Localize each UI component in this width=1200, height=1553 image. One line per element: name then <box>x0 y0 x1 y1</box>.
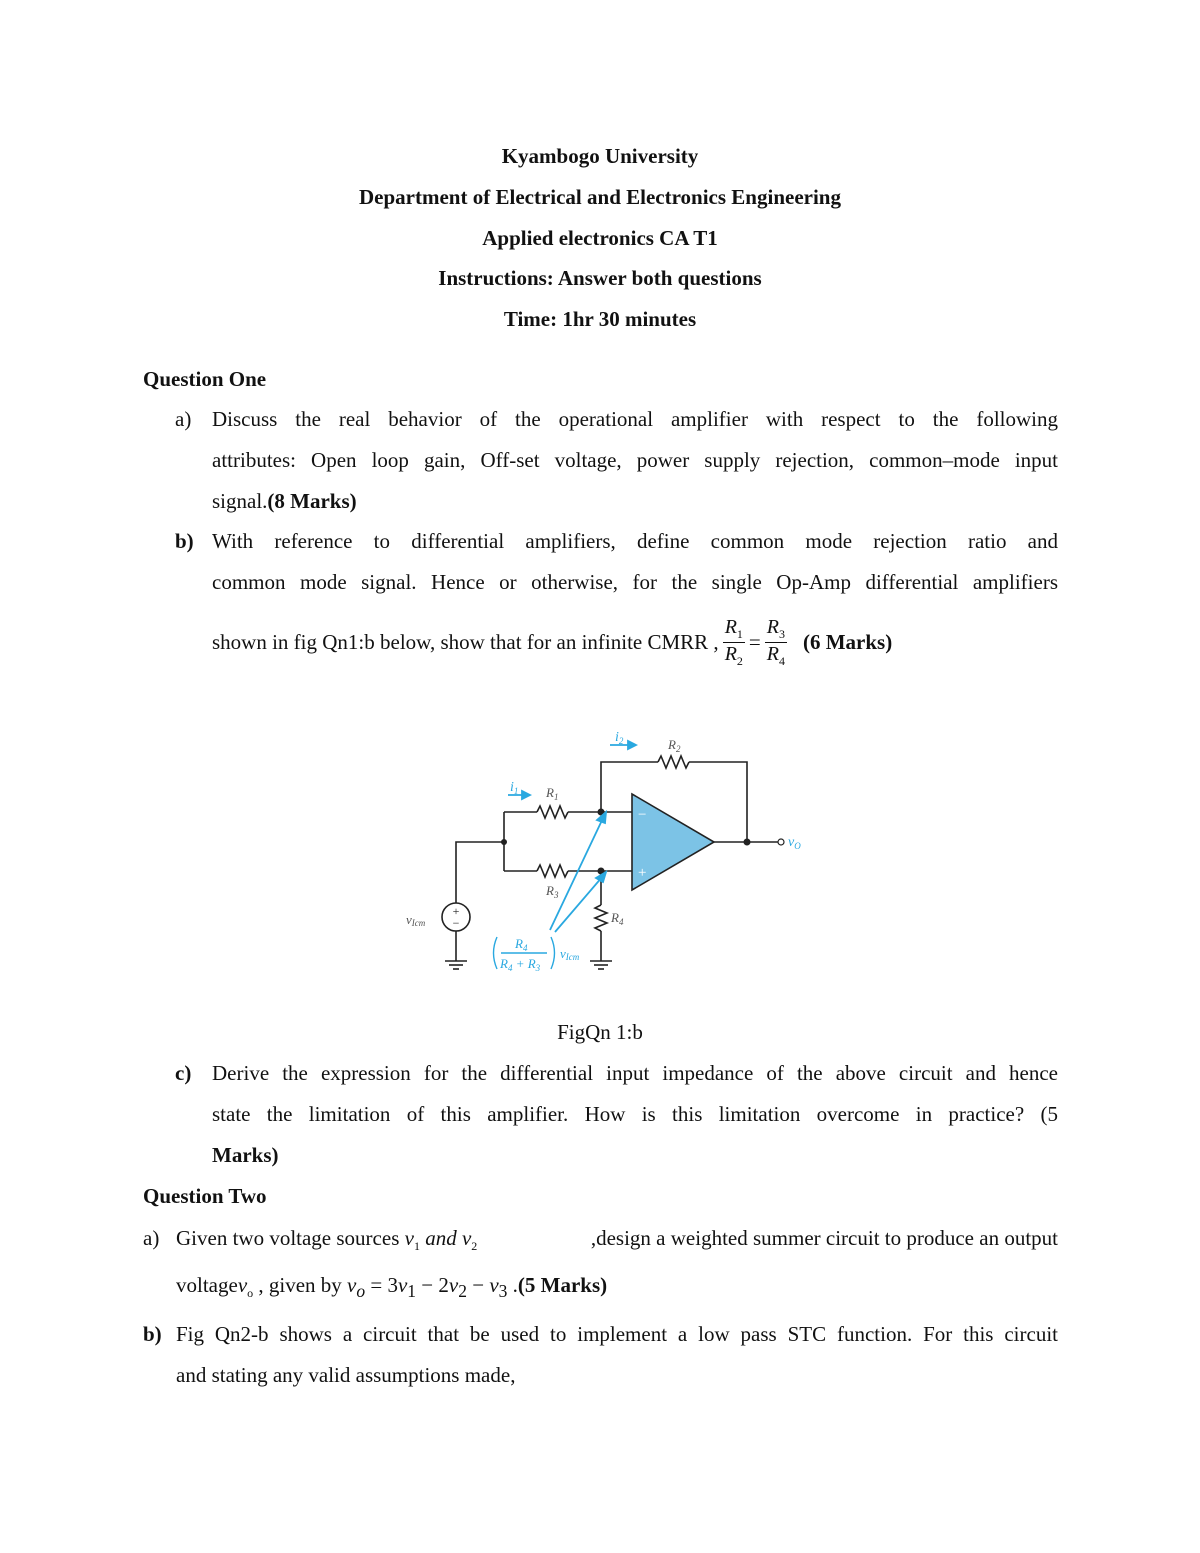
resistor-r3 <box>537 865 568 877</box>
label-i2: $i_2$ <box>615 730 624 746</box>
resistor-r1 <box>537 806 568 818</box>
annotation-vicm: vIcm <box>560 946 580 962</box>
q1a-line-3-text: signal. <box>212 489 268 513</box>
q1b-line-1: With reference to differential amplifiers, define common mode rejection ratio and <box>212 529 1058 553</box>
output-terminal <box>778 839 784 845</box>
q1b-line-3 <box>212 612 1058 672</box>
circuit-diagram <box>400 725 820 985</box>
department-name: Department of Electrical and Electronics Engineering <box>359 185 841 209</box>
time-allowed: Time: 1hr 30 minutes <box>503 307 697 331</box>
q1a-marks: (8 Marks) <box>267 489 357 513</box>
q1c-label: c) <box>175 1061 192 1085</box>
wire-source-top <box>456 842 504 903</box>
q2a-line-2: voltagev$_o$ , given by $v_o = 3v_1 - 2v_2 - v_3$ .(5 Marks) <box>176 1273 608 1302</box>
ratio-r1-r2: $\frac{R_1}{R_2}$ <box>724 615 743 668</box>
question-one-title: Question One <box>143 367 267 391</box>
q1a-line-2: attributes: Open loop gain, Off-set voltage, power supply rejection, common–mode input <box>212 448 1058 472</box>
label-r4: $R_4$ <box>611 910 624 927</box>
differential-amplifier-figure <box>400 725 820 990</box>
q1b-line-2: common mode signal. Hence or otherwise, for the single Op-Amp differential amplifiers <box>212 570 1058 594</box>
current-arrow-i1 <box>522 791 530 799</box>
annotation-numerator: $R_4$ <box>515 936 528 953</box>
course-title: Applied electronics CA T1 <box>482 226 718 250</box>
q1b-marks: (6 Marks) <box>802 629 893 654</box>
q2a-line-1: Given two voltage sources $v_1$ and $v_2$ ,design a weighted summer circuit to produce an output <box>176 1226 1058 1254</box>
var-vo: $v_o$ <box>237 1273 254 1301</box>
resistor-r2 <box>658 756 689 768</box>
q1b-line-3-text: shown in fig Qn1:b below, show that for an infinite CMRR , <box>212 629 719 654</box>
q2a-marks: (5 Marks) <box>517 1273 608 1297</box>
label-vicm: vIcm <box>406 912 426 928</box>
instructions: Instructions: Answer both questions <box>438 266 762 290</box>
q1c-line-2: state the limitation of this amplifier. How is this limitation overcome in practice? (5 <box>212 1102 1058 1126</box>
label-r3: $R_3$ <box>546 883 559 900</box>
var-v1: $v_1$ <box>404 1226 420 1254</box>
q2b-line-2: and stating any valid assumptions made, <box>176 1363 516 1387</box>
ground-symbol-right <box>590 961 612 969</box>
label-vo: $v_O$ <box>788 835 801 851</box>
q1c-line-1: Derive the expression for the differential input impedance of the above circuit and hence <box>212 1061 1058 1085</box>
q2b-line-1: Fig Qn2-b shows a circuit that be used to implement a low pass STC function. For this circuit <box>176 1322 1058 1346</box>
ratio-r3-r4: $\frac{R_3}{R_4}$ <box>766 615 785 668</box>
question-two-title: Question Two <box>143 1184 267 1208</box>
current-arrow-i2 <box>628 741 636 749</box>
q1a-line-1: Discuss the real behavior of the operational amplifier with respect to the following <box>212 407 1058 431</box>
label-r2: $R_2$ <box>668 737 681 754</box>
q2b-label: b) <box>143 1322 162 1346</box>
q1a-line-3 <box>212 489 1058 514</box>
opamp-inverting-sign: − <box>638 807 647 823</box>
var-v2: $v_2$ <box>461 1226 478 1254</box>
resistor-r4 <box>595 905 607 931</box>
label-r1: $R_1$ <box>546 785 559 802</box>
annotation-denominator: $R_4 + R_3$ <box>500 956 541 973</box>
source-minus-sign: − <box>452 916 460 930</box>
q2a-label: a) <box>143 1226 160 1250</box>
ground-symbol-left <box>445 961 467 969</box>
q1c-line-3: Marks) <box>212 1143 279 1167</box>
q1b-label: b) <box>175 529 194 553</box>
university-name: Kyambogo University <box>501 144 699 168</box>
q1a-label: a) <box>175 407 192 431</box>
equals-sign: = <box>748 629 761 654</box>
summer-equation: $v_o = 3v_1 - 2v_2 - v_3$ <box>347 1273 508 1302</box>
source-plus-sign: + <box>452 904 460 918</box>
opamp-noninverting-sign: + <box>638 865 647 881</box>
label-i1: $i_1$ <box>510 780 519 796</box>
figure-caption: FigQn 1:b <box>557 1020 643 1044</box>
